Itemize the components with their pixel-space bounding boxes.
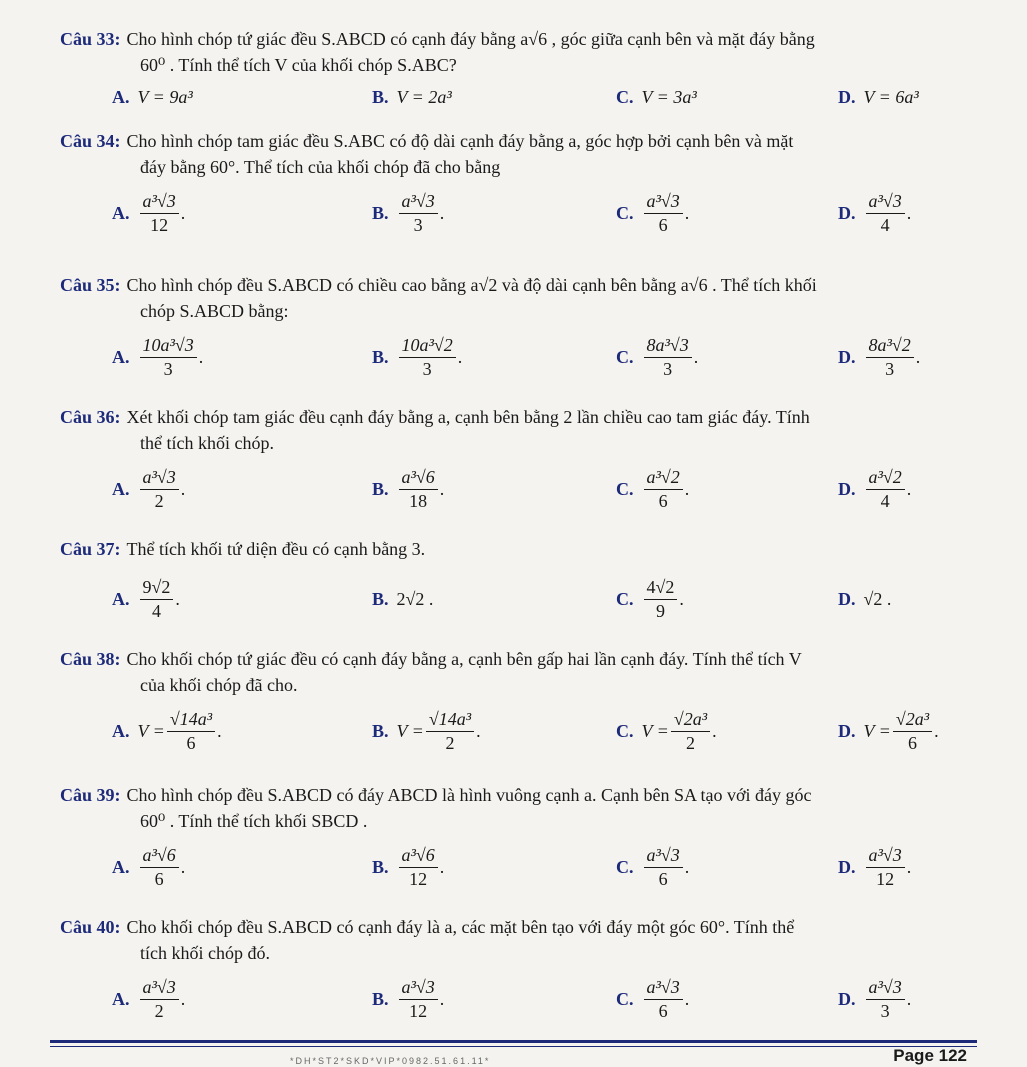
option-a[interactable]: A. V = $\frac{\text{√14a³}}{6}$ . xyxy=(112,708,222,753)
option-d[interactable]: D. $\frac{\text{a³√3}}{12}$ . xyxy=(838,844,912,889)
option-b[interactable]: B. $\frac{\text{a³√6}}{12}$ . xyxy=(372,844,445,889)
fraction: $\frac{\text{a³√3}}{2}$ xyxy=(140,977,179,1022)
question-number: Câu 34: xyxy=(60,131,121,151)
fraction: $\frac{4√2}{9}$ xyxy=(644,577,678,622)
question-text: Cho hình chóp tam giác đều S.ABC có độ dài cạnh đáy bằng a, góc hợp bởi cạnh bên và mặt xyxy=(126,131,794,151)
question-text-cont: thể tích khối chóp. xyxy=(140,433,274,453)
option-c[interactable]: C. $\frac{\text{a³√3}}{6}$ . xyxy=(616,844,690,889)
fraction: $\frac{\text{√14a³}}{2}$ xyxy=(426,709,474,754)
fraction: $\frac{\text{a³√2}}{6}$ xyxy=(644,467,683,512)
option-a[interactable]: A. $\frac{\text{a³√3}}{12}$ . xyxy=(112,190,186,235)
question-text: Cho hình chóp đều S.ABCD có đáy ABCD là hình vuông cạnh a. Cạnh bên SA tạo với đáy góc xyxy=(126,785,812,805)
question-number: Câu 33: xyxy=(60,29,121,49)
question-text: Cho hình chóp tứ giác đều S.ABCD có cạnh đáy bằng a√6 , góc giữa cạnh bên và mặt đáy bằng xyxy=(126,29,815,49)
question-text: Thể tích khối tứ diện đều có cạnh bằng 3. xyxy=(126,539,426,559)
options xyxy=(60,570,967,628)
fraction: $\frac{\text{√2a³}}{2}$ xyxy=(671,709,710,754)
option-c[interactable]: C. $\frac{\text{a³√2}}{6}$ . xyxy=(616,466,690,511)
option-a[interactable]: A. $\frac{\text{a³√3}}{2}$ . xyxy=(112,466,186,511)
fraction: $\frac{\text{a³√3}}{3}$ xyxy=(866,977,905,1022)
fraction: $\frac{\text{a³√3}}{2}$ xyxy=(140,467,179,512)
question-40 xyxy=(60,914,967,1028)
fraction: $\frac{\text{a³√6}}{6}$ xyxy=(140,845,179,890)
fraction: $\frac{\text{a³√3}}{6}$ xyxy=(644,977,683,1022)
fraction: $\frac{9√2}{4}$ xyxy=(140,577,174,622)
option-d[interactable]: D. $\frac{\text{8a³√2}}{3}$ . xyxy=(838,334,921,379)
options xyxy=(60,460,967,518)
option-a[interactable]: A. V = 9a³ xyxy=(112,86,193,107)
options xyxy=(60,838,967,896)
option-a[interactable]: A. $\frac{\text{a³√6}}{6}$ . xyxy=(112,844,186,889)
option-c[interactable]: C. $\frac{4√2}{9}$ . xyxy=(616,576,684,621)
question-36 xyxy=(60,404,967,518)
fraction: $\frac{\text{a³√3}}{12}$ xyxy=(399,977,438,1022)
options xyxy=(60,82,967,112)
question-text-cont: của khối chóp đã cho. xyxy=(140,675,298,695)
question-text: Cho khối chóp tứ giác đều có cạnh đáy bằng a, cạnh bên gấp hai lần cạnh đáy. Tính thể tích V xyxy=(126,649,802,669)
option-c[interactable]: C. V = 3a³ xyxy=(616,86,697,107)
question-39 xyxy=(60,782,967,896)
fraction: $\frac{\text{8a³√3}}{3}$ xyxy=(644,335,692,380)
options xyxy=(60,184,967,242)
fraction: $\frac{\text{a³√6}}{12}$ xyxy=(399,845,438,890)
fraction: $\frac{\text{a³√3}}{12}$ xyxy=(140,191,179,236)
fraction: $\frac{\text{8a³√2}}{3}$ xyxy=(866,335,914,380)
option-b[interactable]: B. $\frac{\text{a³√6}}{18}$ . xyxy=(372,466,445,511)
options xyxy=(60,970,967,1028)
question-35 xyxy=(60,272,967,386)
fraction: $\frac{\text{a³√3}}{6}$ xyxy=(644,845,683,890)
option-b[interactable]: B. V = 2a³ xyxy=(372,86,452,107)
question-text-cont: tích khối chóp đó. xyxy=(140,943,270,963)
question-text-cont: 60⁰ . Tính thể tích khối SBCD . xyxy=(140,811,368,831)
option-d[interactable]: D. V = $\frac{\text{√2a³}}{6}$ . xyxy=(838,708,939,753)
option-d[interactable]: D. $\frac{\text{a³√2}}{4}$ . xyxy=(838,466,912,511)
question-34 xyxy=(60,128,967,242)
footer-code: *DH*ST2*SKD*VIP*0982.51.61.11* xyxy=(290,1056,491,1066)
option-c[interactable]: C. $\frac{\text{a³√3}}{6}$ . xyxy=(616,190,690,235)
question-number: Câu 38: xyxy=(60,649,121,669)
option-c[interactable]: C. $\frac{\text{a³√3}}{6}$ . xyxy=(616,976,690,1021)
option-d[interactable]: D. V = 6a³ xyxy=(838,86,919,107)
option-b[interactable]: B. V = $\frac{\text{√14a³}}{2}$ . xyxy=(372,708,481,753)
question-text-cont: đáy bằng 60°. Thể tích của khối chóp đã cho bằng xyxy=(140,157,501,177)
footer-divider-thin xyxy=(50,1046,977,1047)
question-number: Câu 40: xyxy=(60,917,121,937)
question-text: Cho khối chóp đều S.ABCD có cạnh đáy là a, các mặt bên tạo với đáy một góc 60°. Tính thể xyxy=(126,917,795,937)
fraction: $\frac{\text{a³√3}}{4}$ xyxy=(866,191,905,236)
option-b[interactable]: B. $\frac{\text{10a³√2}}{3}$ . xyxy=(372,334,463,379)
options xyxy=(60,702,967,760)
option-b[interactable]: B. 2√2 . xyxy=(372,588,434,609)
option-c[interactable]: C. V = $\frac{\text{√2a³}}{2}$ . xyxy=(616,708,717,753)
question-38 xyxy=(60,646,967,760)
question-number: Câu 35: xyxy=(60,275,121,295)
question-text: Cho hình chóp đều S.ABCD có chiều cao bằng a√2 và độ dài cạnh bên bằng a√6 . Thể tích khối xyxy=(126,275,817,295)
footer-divider xyxy=(50,1040,977,1043)
fraction: $\frac{\text{10a³√3}}{3}$ xyxy=(140,335,197,380)
fraction: $\frac{\text{√14a³}}{6}$ xyxy=(167,709,215,754)
option-b[interactable]: B. $\frac{\text{a³√3}}{3}$ . xyxy=(372,190,445,235)
question-33 xyxy=(60,26,967,112)
option-a[interactable]: A. $\frac{9√2}{4}$ . xyxy=(112,576,180,621)
option-d[interactable]: D. $\frac{\text{a³√3}}{3}$ . xyxy=(838,976,912,1021)
question-37 xyxy=(60,536,967,628)
page-number: Page 122 xyxy=(893,1046,967,1065)
fraction: $\frac{\text{√2a³}}{6}$ xyxy=(893,709,932,754)
question-number: Câu 37: xyxy=(60,539,121,559)
option-c[interactable]: C. $\frac{\text{8a³√3}}{3}$ . xyxy=(616,334,699,379)
question-text-cont: chóp S.ABCD bằng: xyxy=(140,301,289,321)
fraction: $\frac{\text{a³√3}}{6}$ xyxy=(644,191,683,236)
question-text: Xét khối chóp tam giác đều cạnh đáy bằng a, cạnh bên bằng 2 lần chiều cao tam giác đáy. Tính xyxy=(126,407,810,427)
fraction: $\frac{\text{a³√2}}{4}$ xyxy=(866,467,905,512)
question-number: Câu 39: xyxy=(60,785,121,805)
fraction: $\frac{\text{a³√3}}{12}$ xyxy=(866,845,905,890)
option-b[interactable]: B. $\frac{\text{a³√3}}{12}$ . xyxy=(372,976,445,1021)
fraction: $\frac{\text{a³√3}}{3}$ xyxy=(399,191,438,236)
option-a[interactable]: A. $\frac{\text{10a³√3}}{3}$ . xyxy=(112,334,204,379)
question-text-cont: 60⁰ . Tính thể tích V của khối chóp S.ABC? xyxy=(140,55,457,75)
options xyxy=(60,328,967,386)
question-number: Câu 36: xyxy=(60,407,121,427)
option-d[interactable]: D. √2 . xyxy=(838,588,892,609)
option-a[interactable]: A. $\frac{\text{a³√3}}{2}$ . xyxy=(112,976,186,1021)
fraction: $\frac{\text{10a³√2}}{3}$ xyxy=(399,335,456,380)
option-d[interactable]: D. $\frac{\text{a³√3}}{4}$ . xyxy=(838,190,912,235)
fraction: $\frac{\text{a³√6}}{18}$ xyxy=(399,467,438,512)
